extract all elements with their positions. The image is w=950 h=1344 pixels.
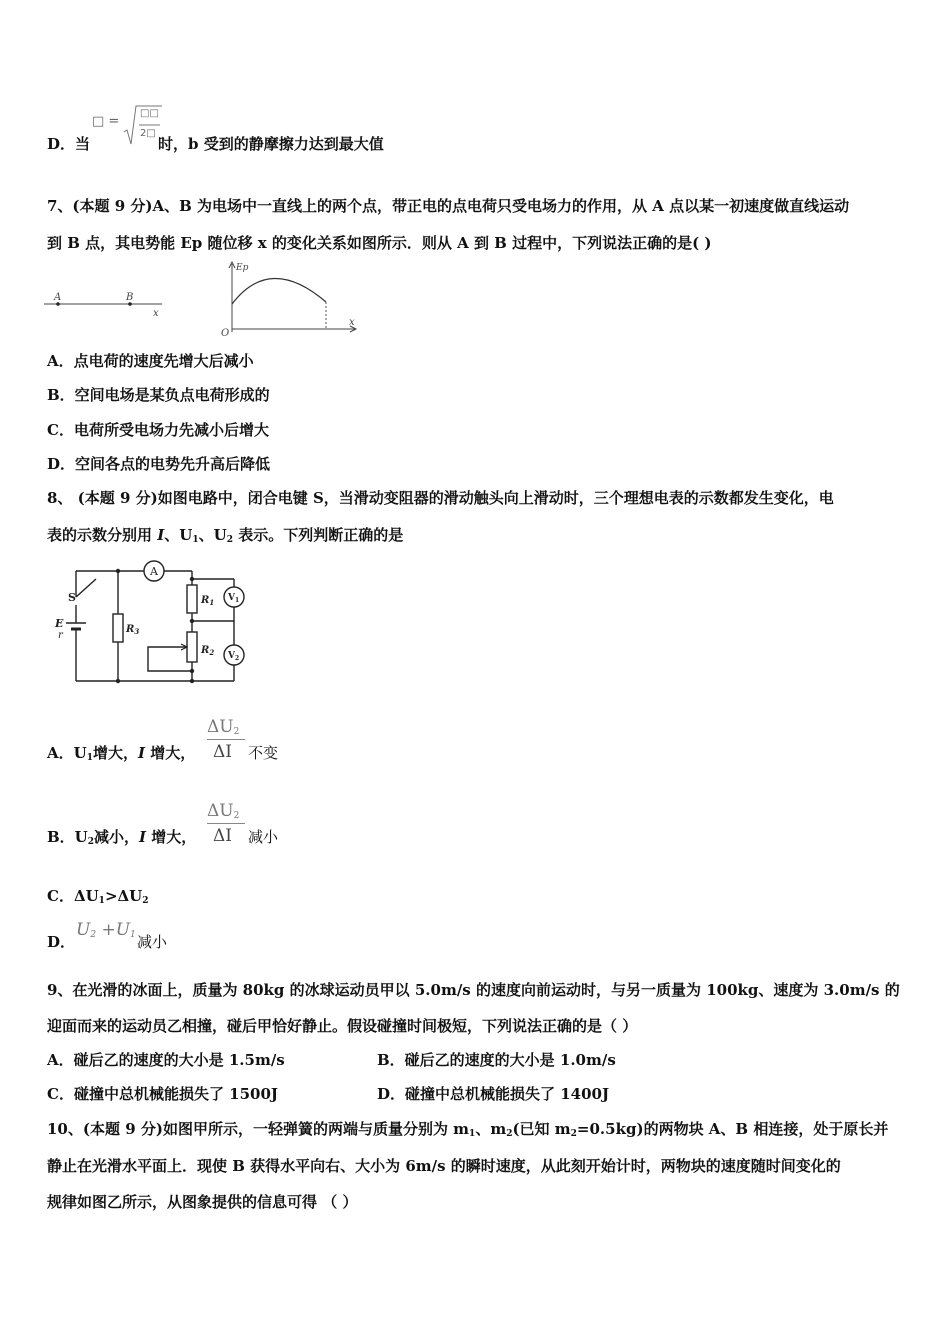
q8-option-d-formula: $U_2 +U_1$ <box>76 920 136 940</box>
q8-option-d: D． <box>47 933 76 951</box>
q9-option-c: C．碰撞中总机械能损失了 1500J <box>47 1085 279 1103</box>
q9-option-b: B．碰后乙的速度的大小是 1.0m/s <box>377 1051 616 1069</box>
q8-stem-line1: 8、 (本题 9 分)如图电路中，闭合电键 S，当滑动变阻器的滑动触头向上滑动时，三个理想电表的示数都发生变化，电 <box>47 489 834 507</box>
svg-text:S: S <box>68 591 76 604</box>
q6-formula-lhs: □ = <box>92 114 120 129</box>
switch-blade <box>76 579 96 597</box>
q6-formula <box>92 104 162 148</box>
r2-rheostat <box>187 632 197 662</box>
svg-text:r: r <box>58 630 63 641</box>
svg-text:V2: $V_2$ <box>228 651 240 662</box>
q9-stem-line2: 迎面而来的运动员乙相撞，碰后甲恰好静止。假设碰撞时间极短，下列说法正确的是（ ） <box>47 1017 638 1035</box>
q10-stem-line2: 静止在光滑水平面上．现使 B 获得水平向右、大小为 6m/s 的瞬时速度，从此刻开始计时，两物块的速度随时间变化的 <box>47 1157 841 1175</box>
q7-ep-graph <box>216 258 364 338</box>
x-label: x <box>349 317 355 328</box>
point-b-label: B <box>126 292 134 303</box>
q6-option-d-text: 时，b 受到的静摩擦力达到最大值 <box>158 135 384 153</box>
q6-option-d <box>47 134 90 154</box>
q8-stem-line2: 表的示数分别用 I、$U_1$、$U_2$ 表示。下列判断正确的是 <box>47 526 404 545</box>
q7-line-figure <box>40 285 170 321</box>
origin-label: O <box>221 328 230 338</box>
q8-option-d-tail: 减小 <box>137 933 168 951</box>
q9-stem-line1: 9、在光滑的冰面上，质量为 80kg 的冰球运动员甲以 5.0m/s 的速度向前运动时，与另一质量为 100kg、速度为 3.0m/s 的 <box>47 981 900 999</box>
ep-label: Ep <box>236 263 249 273</box>
rheostat-slider <box>148 647 192 671</box>
r3-resistor <box>113 614 123 642</box>
q8-option-b-tail: 减小 <box>248 828 279 846</box>
q7-option-c: C．电荷所受电场力先减小后增大 <box>47 421 269 439</box>
q7-stem-line1: 7、(本题 9 分)A、B 为电场中一直线上的两个点，带正电的点电荷只受电场力的作用，从 A 点以某一初速度做直线运动 <box>47 197 850 215</box>
ep-curve <box>232 278 326 304</box>
x-axis-label: x <box>153 308 159 319</box>
svg-text:V1: $V_1$ <box>228 593 240 604</box>
q9-option-d: D．碰撞中总机械能损失了 1400J <box>377 1085 610 1103</box>
q7-option-b: B．空间电场是某负点电荷形成的 <box>47 386 270 404</box>
q8-option-a-tail: 不变 <box>248 744 279 762</box>
q7-stem-line2: 到 B 点，其电势能 Ep 随位移 x 的变化关系如图所示．则从 A 到 B 过程中，下列说法正确的是( ) <box>47 234 712 252</box>
q7-option-d: D．空间各点的电势先升高后降低 <box>47 455 271 473</box>
point-a-label: A <box>54 292 62 303</box>
r1-resistor <box>187 585 197 613</box>
svg-text:A: A <box>150 565 158 578</box>
svg-text:R2: $R_2$ <box>201 645 215 657</box>
q8-option-c: C．$\Delta U_1>\Delta U_2$ <box>47 887 149 906</box>
svg-text:R3: $R_3$ <box>126 624 140 636</box>
q10-stem-line3: 规律如图乙所示，从图象提供的信息可得 （ ） <box>47 1193 358 1211</box>
q6-formula-den: 2□ <box>140 128 156 139</box>
q8-option-a: A．$U_1$增大，I 增大， <box>47 744 196 763</box>
q10-stem-line1: 10、(本题 9 分)如图甲所示，一轻弹簧的两端与质量分别为 $m_1$、$m_2$(已知 $m_2=0.5kg$)的两物块 A、B 相连接，处于原长并 <box>47 1120 889 1139</box>
q6-option-d-label: D．当 <box>47 135 91 153</box>
q8-option-b: B．$U_2$减小，I 增大， <box>47 828 197 847</box>
q8-circuit-diagram <box>50 557 260 692</box>
svg-text:E: E <box>55 617 64 630</box>
q6-formula-num: □□ <box>140 108 159 119</box>
q7-option-a: A．点电荷的速度先增大后减小 <box>47 352 254 370</box>
svg-text:R1: $R_1$ <box>201 595 215 607</box>
q9-option-a: A．碰后乙的速度的大小是 1.5m/s <box>47 1051 285 1069</box>
